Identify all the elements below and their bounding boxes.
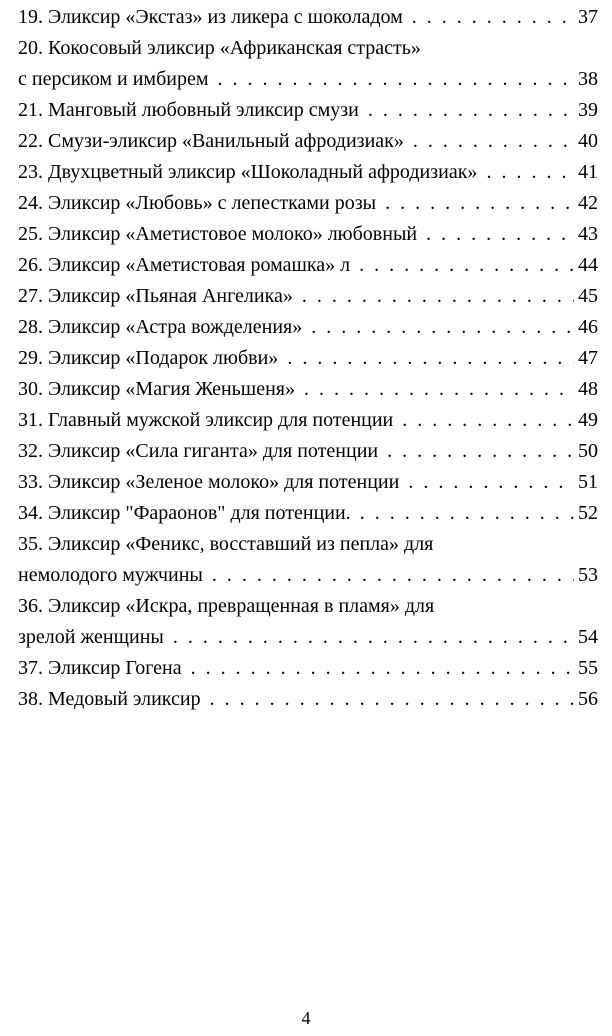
dot-leader: [359, 95, 574, 126]
toc-entry-title: 26. Эликсир «Аметистовая ромашка» л: [18, 254, 351, 276]
dot-leader: [302, 312, 574, 343]
toc-entry-title: 25. Эликсир «Аметистовое молоко» любовный: [18, 223, 418, 245]
toc-entry-page: 54: [578, 626, 598, 648]
toc-entry-page: 50: [578, 440, 598, 462]
dot-leader: [477, 157, 574, 188]
dot-leader: [203, 560, 574, 591]
dot-leader: [182, 653, 574, 684]
dot-leader: [393, 405, 574, 436]
toc-entry-page: 44: [578, 254, 598, 276]
toc-entry[interactable]: [18, 653, 598, 684]
toc-entry-page: 46: [578, 316, 598, 338]
toc-entry-page: 39: [578, 99, 598, 121]
toc-entry-page: 56: [578, 688, 598, 710]
toc-entry-title: 19. Эликсир «Экстаз» из ликера с шоколадом: [18, 6, 403, 28]
toc-entry[interactable]: [18, 250, 598, 281]
dot-leader: [278, 343, 574, 374]
toc-entry-page: 55: [578, 657, 598, 679]
toc-entry[interactable]: [18, 436, 598, 467]
toc-entry-title: 31. Главный мужской эликсир для потенции: [18, 409, 394, 431]
toc-entry-title: 38. Медовый эликсир: [18, 688, 201, 710]
toc-entry-line: [18, 343, 598, 374]
toc-entry-title: 23. Двухцветный эликсир «Шоколадный афродизиак»: [18, 161, 478, 183]
toc-entry[interactable]: [18, 591, 598, 653]
toc-entry-page: 47: [578, 347, 598, 369]
toc-entry-title-first-line: 36. Эликсир «Искра, превращенная в пламя» для: [18, 595, 435, 617]
toc-entry-title: 30. Эликсир «Магия Женьшеня»: [18, 378, 295, 400]
toc-entry[interactable]: [18, 219, 598, 250]
dot-leader: [209, 64, 575, 95]
toc-entry-title: 24. Эликсир «Любовь» с лепестками розы: [18, 192, 377, 214]
toc-entry-page: 42: [578, 192, 598, 214]
toc-entry-line: [18, 250, 598, 281]
page-number: 4: [301, 1008, 311, 1028]
toc-entry[interactable]: [18, 312, 598, 343]
toc-entry-title: 33. Эликсир «Зеленое молоко» для потенции: [18, 471, 400, 493]
dot-leader: [417, 219, 574, 250]
dot-leader: [164, 622, 574, 653]
toc-entry-page: 52: [578, 502, 598, 524]
toc-entry[interactable]: [18, 33, 598, 95]
toc-entry-title: 32. Эликсир «Сила гиганта» для потенции: [18, 440, 379, 462]
toc-entry-title: 37. Эликсир Гогена: [18, 657, 182, 679]
toc-entry-title: немолодого мужчины: [18, 564, 203, 586]
toc-entry-title: 27. Эликсир «Пьяная Ангелика»: [18, 285, 293, 307]
toc-entry-page: 48: [578, 378, 598, 400]
toc-entry-page: 49: [578, 409, 598, 431]
toc-entry[interactable]: [18, 467, 598, 498]
toc-entry[interactable]: [18, 95, 598, 126]
toc-entry-page: 45: [578, 285, 598, 307]
toc-entry[interactable]: [18, 343, 598, 374]
toc-entry[interactable]: [18, 374, 598, 405]
dot-leader: [201, 684, 574, 715]
dot-leader: [295, 374, 574, 405]
dot-leader: [399, 467, 574, 498]
toc-entry-title-first-line: 20. Кокосовый эликсир «Африканская страсть»: [18, 37, 421, 59]
toc-entry-title: 21. Манговый любовный эликсир смузи: [18, 99, 359, 121]
dot-leader: [293, 281, 574, 312]
dot-leader: [404, 126, 574, 157]
toc-entry-line: [18, 281, 598, 312]
toc-entry-page: 40: [578, 130, 598, 152]
toc-entry-line: [18, 219, 598, 250]
toc-entry-title: 28. Эликсир «Астра вожделения»: [18, 316, 303, 338]
toc-entry-line: [18, 405, 598, 436]
toc-entry-page: 41: [578, 161, 598, 183]
toc-entry-line: [18, 622, 598, 653]
toc-entry[interactable]: [18, 126, 598, 157]
toc-entry-page: 37: [578, 6, 598, 28]
toc-entry-line: [18, 157, 598, 188]
dot-leader: [403, 2, 574, 33]
toc-entry-title: 34. Эликсир "Фараонов" для потенции.: [18, 502, 351, 524]
toc-entry[interactable]: [18, 529, 598, 591]
dot-leader: [378, 436, 574, 467]
toc-entry-line: [18, 312, 598, 343]
toc-entry-line: [18, 374, 598, 405]
toc-entry-title: 29. Эликсир «Подарок любви»: [18, 347, 279, 369]
dot-leader: [350, 250, 574, 281]
toc-entry[interactable]: [18, 281, 598, 312]
dot-leader: [351, 498, 574, 529]
toc-entry-page: 51: [578, 471, 598, 493]
toc-entry[interactable]: [18, 188, 598, 219]
toc-entry-line: [18, 436, 598, 467]
toc-entry-line: [18, 653, 598, 684]
toc-entry-line: [18, 95, 598, 126]
toc-entry-line: [18, 126, 598, 157]
toc-entry[interactable]: [18, 684, 598, 715]
toc-entry[interactable]: [18, 498, 598, 529]
toc-entry-line: [18, 467, 598, 498]
toc-entry[interactable]: [18, 2, 598, 33]
toc-entry-line: [18, 560, 598, 591]
table-of-contents: [18, 2, 598, 715]
toc-entry-page: 38: [578, 68, 598, 90]
toc-entry-title: с персиком и имбирем: [18, 68, 209, 90]
toc-entry-title-first-line: 35. Эликсир «Феникс, восставший из пепла» для: [18, 533, 434, 555]
toc-entry-line: [18, 188, 598, 219]
toc-entry-line: [18, 684, 598, 715]
toc-entry-line: [18, 498, 598, 529]
toc-entry-page: 53: [578, 564, 598, 586]
toc-entry-title: зрелой женщины: [18, 626, 164, 648]
toc-entry-title: 22. Смузи-эликсир «Ванильный афродизиак»: [18, 130, 404, 152]
toc-entry-line: [18, 2, 598, 33]
toc-entry[interactable]: [18, 405, 598, 436]
toc-entry[interactable]: [18, 157, 598, 188]
toc-entry-line: [18, 64, 598, 95]
dot-leader: [376, 188, 574, 219]
toc-entry-page: 43: [578, 223, 598, 245]
